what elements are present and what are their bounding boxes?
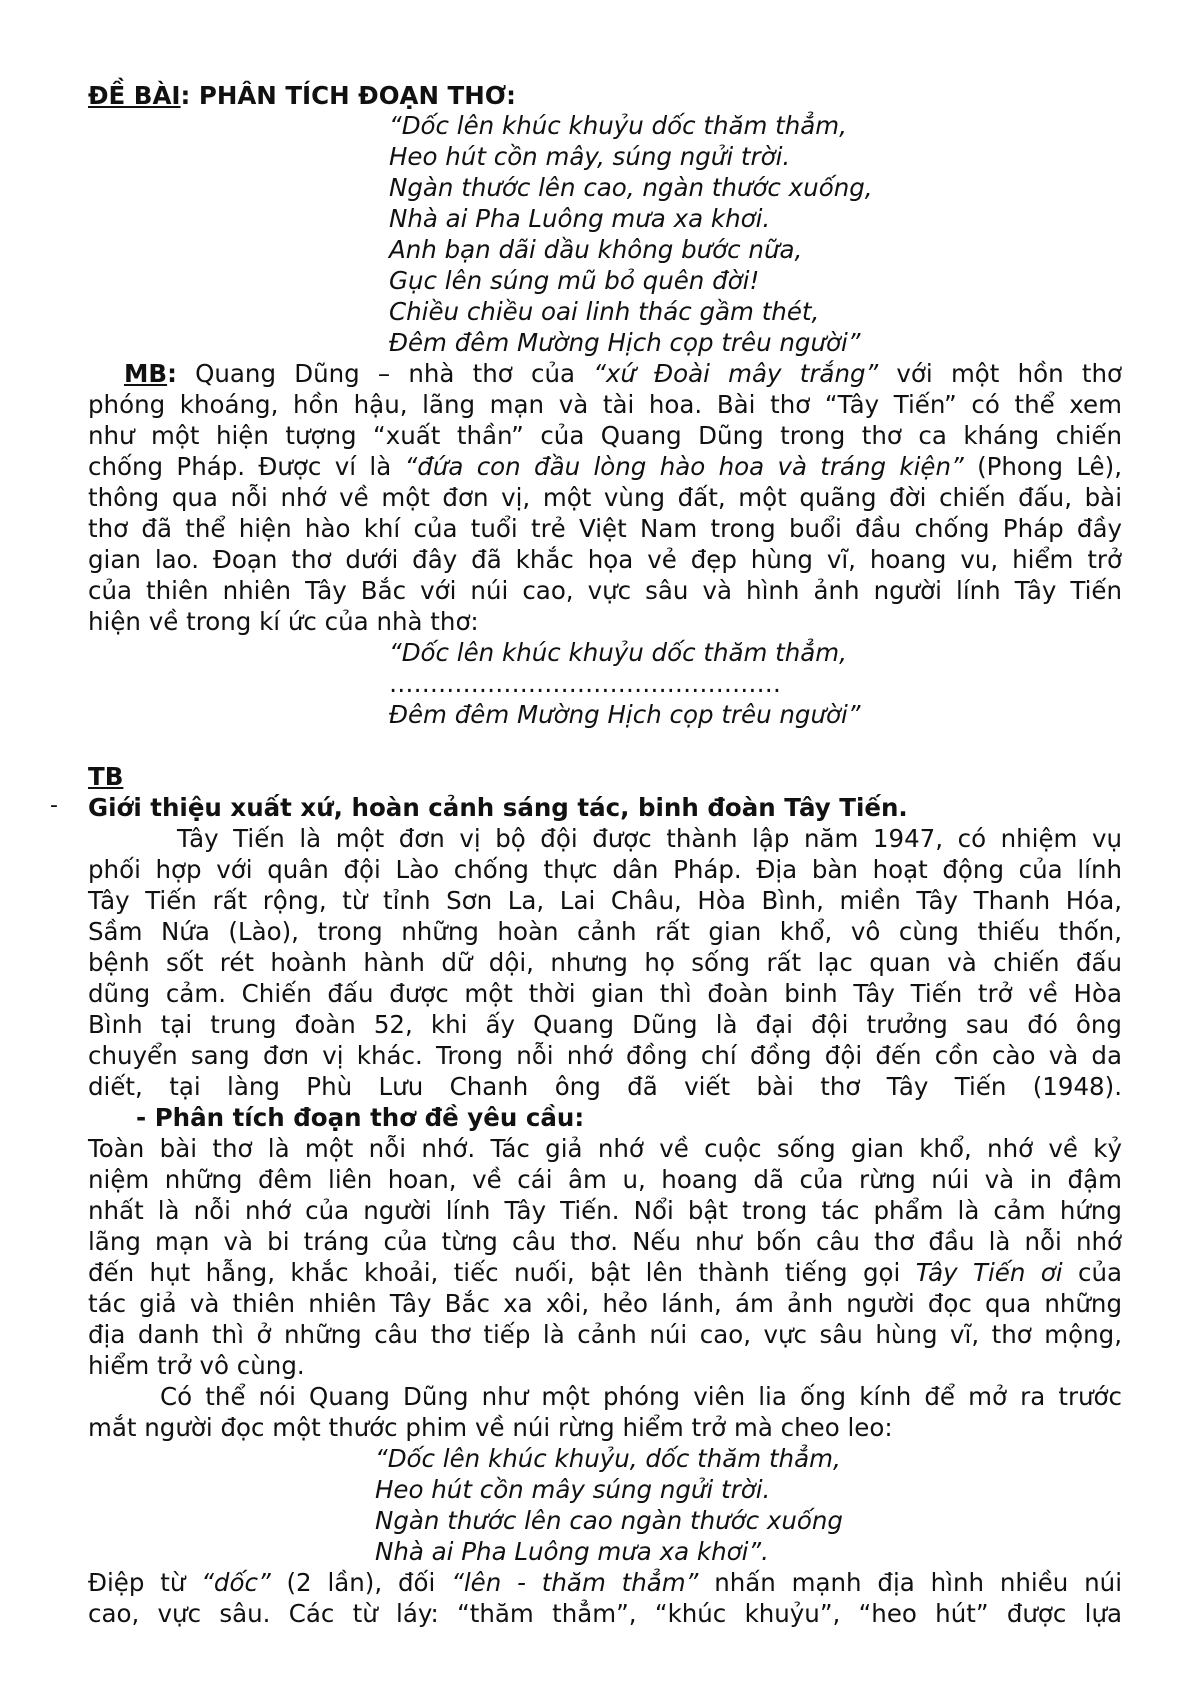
mb-line: thông qua nỗi nhớ về một đơn vị, một vùng đất, một quãng đời chiến đấu, bài — [88, 483, 1122, 512]
mb-line: gian lao. Đoạn thơ dưới đây đã khắc họa vẻ đẹp hùng vĩ, hoang vu, hiểm trở — [88, 545, 1122, 574]
poem-line: Anh bạn dãi dầu không bước nữa, — [389, 235, 803, 264]
tb-line: chuyển sang đơn vị khác. Trong nỗi nhớ đồng chí đồng đội đến cồn cào và da — [88, 1041, 1122, 1070]
poem-line: Ngàn thước lên cao, ngàn thước xuống, — [389, 173, 873, 202]
tb-label: TB — [88, 762, 124, 791]
mb-label: MB — [124, 359, 168, 388]
mb-colon: : — [167, 359, 177, 388]
tb-line: Sầm Nứa (Lào), trong những hoàn cảnh rất gian khổ, vô cùng thiếu thốn, — [88, 917, 1122, 946]
ellipsis-line: ………………………………………… — [389, 669, 781, 698]
poem-line: Chiều chiều oai linh thác gầm thét, — [389, 297, 820, 326]
text-span: Quang Dũng – nhà thơ của — [195, 359, 594, 388]
mb-line: phóng khoáng, hồn hậu, lãng mạn và tài hoa. Bài thơ “Tây Tiến” có thể xem — [88, 390, 1122, 419]
quote-line: “Dốc lên khúc khuỷu dốc thăm thẳm, — [389, 638, 847, 667]
poem-line: Nhà ai Pha Luông mưa xa khơi. — [389, 204, 771, 233]
quote-line: Nhà ai Pha Luông mưa xa khơi”. — [375, 1537, 769, 1566]
tb-line: niệm những đêm liên hoan, về cái âm u, hoang dã của rừng núi và in đậm — [88, 1165, 1122, 1194]
tb-line: bệnh sốt rét hoành hành dữ dội, nhưng họ sống rất lạc quan và chiến đấu — [88, 948, 1122, 977]
tb-line: Có thể nói Quang Dũng như một phóng viên lia ống kính để mở ra trước — [160, 1382, 1122, 1411]
mb-line — [124, 358, 1122, 389]
text-span: chống Pháp. Được ví là — [88, 452, 405, 481]
tb-line: diết, tại làng Phù Lưu Chanh ông đã viết bài thơ Tây Tiến (1948). — [88, 1072, 1122, 1101]
tb-line: địa danh thì ở những câu thơ tiếp là cảnh núi cao, vực sâu hùng vĩ, thơ mộng, — [88, 1320, 1122, 1349]
tb-line — [88, 1257, 1122, 1288]
text-span: Điệp từ — [88, 1568, 202, 1597]
tb-line: dũng cảm. Chiến đấu được một thời gian thì đoàn binh Tây Tiến trở về Hòa — [88, 979, 1122, 1008]
italic-span: “dốc” — [201, 1568, 271, 1597]
tb-line: phối hợp với quân đội Lào chống thực dân Pháp. Địa bàn hoạt động của lính — [88, 855, 1122, 884]
bullet-dash: - — [50, 793, 58, 818]
poem-line: “Dốc lên khúc khuỷu dốc thăm thẳm, — [389, 111, 847, 140]
tb-line: Bình tại trung đoàn 52, khi ấy Quang Dũng là đại đội trưởng sau đó ông — [88, 1010, 1122, 1039]
tb-line: lãng mạn và bi tráng của từng câu thơ. Nếu như bốn câu thơ đầu là nỗi nhớ — [88, 1227, 1122, 1256]
mb-line: thơ đã thể hiện hào khí của tuổi trẻ Việt Nam trong buổi đầu chống Pháp đầy — [88, 514, 1122, 543]
poem-line: Đêm đêm Mường Hịch cọp trêu người” — [389, 328, 861, 357]
de-bai-label: ĐỀ BÀI — [88, 81, 181, 110]
italic-span: “lên - thăm thẳm” — [451, 1568, 699, 1597]
mb-line — [88, 451, 1122, 482]
tb-line: Tây Tiến là một đơn vị bộ đội được thành lập năm 1947, có nhiệm vụ — [177, 824, 1122, 853]
text-span: (2 lần), đối — [270, 1568, 452, 1597]
tb-line — [88, 1567, 1122, 1598]
title-rest: : PHÂN TÍCH ĐOẠN THƠ: — [180, 81, 516, 110]
tb-line: hiểm trở vô cùng. — [88, 1351, 305, 1380]
text-span: nhấn mạnh địa hình nhiều núi — [698, 1568, 1122, 1597]
mb-line: của thiên nhiên Tây Bắc với núi cao, vực sâu và hình ảnh người lính Tây Tiến — [88, 576, 1122, 605]
tb-line: tác giả và thiên nhiên Tây Bắc xa xôi, hẻo lánh, ám ảnh người đọc qua những — [88, 1289, 1122, 1318]
poem-line: Gục lên súng mũ bỏ quên đời! — [389, 266, 760, 295]
section-heading: Giới thiệu xuất xứ, hoàn cảnh sáng tác, binh đoàn Tây Tiến. — [88, 793, 908, 822]
quote-line: Heo hút cồn mây súng ngửi trời. — [375, 1475, 771, 1504]
tb-line: mắt người đọc một thước phim về núi rừng hiểm trở mà cheo leo: — [88, 1413, 893, 1442]
poem-line: Heo hút cồn mây, súng ngửi trời. — [389, 142, 791, 171]
tb-line: Toàn bài thơ là một nỗi nhớ. Tác giả nhớ về cuộc sống gian khổ, nhớ về kỷ — [88, 1134, 1122, 1163]
text-span: với một hồn thơ — [878, 359, 1122, 388]
quote-line: “Dốc lên khúc khuỷu, dốc thăm thẳm, — [375, 1444, 841, 1473]
section-heading: - Phân tích đoạn thơ đề yêu cầu: — [136, 1103, 585, 1132]
italic-span: “đứa con đầu lòng hào hoa và tráng kiện” — [404, 452, 964, 481]
text-span: đến hụt hẫng, khắc khoải, tiếc nuối, bật lên thành tiếng gọi — [88, 1258, 916, 1287]
tb-line: nhất là nỗi nhớ của người lính Tây Tiến. Nổi bật trong tác phẩm là cảm hứng — [88, 1196, 1122, 1225]
quote-line: Đêm đêm Mường Hịch cọp trêu người” — [389, 700, 861, 729]
page-title — [88, 80, 516, 111]
italic-span: “xứ Đoài mây trắng” — [593, 359, 879, 388]
quote-line: Ngàn thước lên cao ngàn thước xuống — [375, 1506, 843, 1535]
italic-span: Tây Tiến ơi — [915, 1258, 1063, 1287]
text-span: (Phong Lê), — [963, 452, 1122, 481]
mb-line: như một hiện tượng “xuất thần” của Quang Dũng trong thơ ca kháng chiến — [88, 421, 1122, 450]
tb-line: Tây Tiến rất rộng, từ tỉnh Sơn La, Lai Châu, Hòa Bình, miền Tây Thanh Hóa, — [88, 886, 1122, 915]
tb-line: cao, vực sâu. Các từ láy: “thăm thẳm”, “khúc khuỷu”, “heo hút” được lựa — [88, 1599, 1122, 1628]
text-span: của — [1062, 1258, 1122, 1287]
mb-line: hiện về trong kí ức của nhà thơ: — [88, 607, 479, 636]
